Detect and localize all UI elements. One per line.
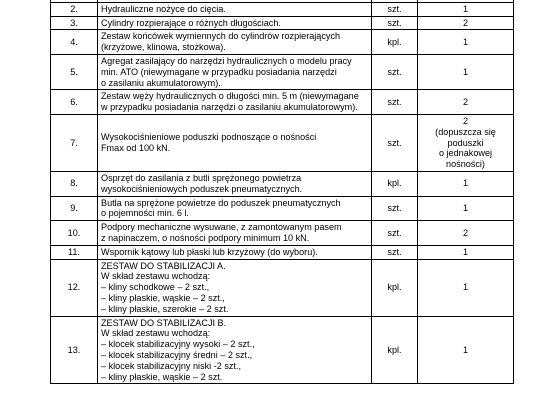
- quantity-line: 1: [462, 178, 469, 189]
- unit: kpl.: [372, 30, 418, 55]
- quantity: [418, 196, 514, 221]
- row-number: 10.: [51, 221, 98, 246]
- quantity: [418, 114, 514, 171]
- item-description: [98, 245, 372, 259]
- description-line: o zasilaniu akumulatorowym).: [101, 77, 221, 88]
- description-line: ZESTAW DO STABILIZACJI B.: [101, 317, 227, 328]
- item-description: [98, 54, 372, 89]
- quantity: [418, 316, 514, 384]
- quantity-line: 2: [462, 96, 469, 107]
- quantity: [418, 171, 514, 196]
- table-row: [51, 30, 514, 55]
- unit: szt.: [372, 2, 418, 16]
- quantity-line: 1: [462, 3, 469, 14]
- quantity: [418, 30, 514, 55]
- quantity: [418, 259, 514, 316]
- row-number: 13.: [51, 316, 98, 384]
- description-line: Podpory mechaniczne wysuwane, z zamontowanym pasem: [101, 222, 342, 233]
- description-line: wysokociśnieniowych poduszek pneumatycznych.: [101, 183, 303, 194]
- item-description: [98, 221, 372, 246]
- description-line: – klocek stabilizacyjny wysoki – 2 szt.,: [101, 339, 255, 350]
- quantity-line: (dopuszcza się: [435, 126, 496, 137]
- quantity: [418, 2, 514, 16]
- table-row: [51, 114, 514, 171]
- quantity-line: 1: [462, 282, 469, 293]
- description-line: Zestaw końcówek wymiennych do cylindrów rozpierających: [101, 31, 341, 42]
- equipment-table: [50, 0, 514, 384]
- table-row: [51, 90, 514, 115]
- row-number: 8.: [51, 171, 98, 196]
- description-line: – klocek stabilizacyjny średni – 2 szt.,: [101, 349, 253, 360]
- description-line: W skład zestawu wchodzą:: [101, 328, 211, 339]
- row-number: 12.: [51, 259, 98, 316]
- description-line: W skład zestawu wchodzą:: [101, 271, 211, 282]
- quantity-line: 2: [462, 17, 469, 28]
- description-line: – kliny płaskie, wąskie – 2 szt.,: [101, 292, 225, 303]
- table-row: [51, 316, 514, 384]
- description-line: – kliny schodkowe – 2 szt.,: [101, 282, 210, 293]
- quantity: [418, 245, 514, 259]
- unit: kpl.: [372, 259, 418, 316]
- quantity: [418, 90, 514, 115]
- row-number: 9.: [51, 196, 98, 221]
- unit: szt.: [372, 245, 418, 259]
- unit: kpl.: [372, 171, 418, 196]
- quantity-line: 1: [462, 246, 469, 257]
- description-line: ZESTAW DO STABILIZACJI A.: [101, 260, 226, 271]
- unit: szt.: [372, 90, 418, 115]
- row-number: 6.: [51, 90, 98, 115]
- quantity-line: nośności): [446, 159, 485, 170]
- quantity-line: o jednakowej: [438, 148, 493, 159]
- item-description: [98, 196, 372, 221]
- quantity-line: poduszki: [447, 137, 484, 148]
- description-line: Wspornik kątowy lub płaski lub krzyżowy (do wyboru).: [101, 246, 318, 257]
- row-number: 5.: [51, 54, 98, 89]
- item-description: [98, 30, 372, 55]
- description-line: – kliny płaskie, wąskie – 2 szt.: [101, 371, 223, 382]
- quantity: [418, 16, 514, 30]
- description-line: w przypadku posiadania narzędzi o zasilaniu akumulatorowym).: [101, 102, 358, 113]
- row-number: 7.: [51, 114, 98, 171]
- description-line: Agregat zasilający do narzędzi hydraulicznych o modelu pracy: [101, 55, 352, 66]
- description-line: Butla na sprężone powietrze do poduszek pneumatycznych: [101, 197, 341, 208]
- unit: szt.: [372, 54, 418, 89]
- item-description: [98, 259, 372, 316]
- table-row: [51, 196, 514, 221]
- table-row: [51, 245, 514, 259]
- item-description: [98, 16, 372, 30]
- item-description: [98, 90, 372, 115]
- row-number: 3.: [51, 16, 98, 30]
- description-line: [101, 0, 368, 1]
- table-row: [51, 16, 514, 30]
- item-description: [98, 171, 372, 196]
- unit: szt.: [372, 196, 418, 221]
- description-line: (krzyżowe, klinowa, stożkowa).: [101, 42, 226, 53]
- description-line: – klocek stabilizacyjny niski -2 szt.,: [101, 360, 241, 371]
- description-line: Zestaw węży hydraulicznych o długości min. 5 m (niewymagane: [101, 91, 359, 102]
- quantity-line: 2: [462, 227, 469, 238]
- quantity-line: 1: [462, 202, 469, 213]
- unit: szt.: [372, 221, 418, 246]
- unit: szt.: [372, 16, 418, 30]
- description-line: Hydrauliczne nożyce do cięcia.: [101, 3, 226, 14]
- equipment-table-body: [51, 0, 514, 384]
- quantity: [418, 54, 514, 89]
- description-line: Cylindry rozpierające o różnych długościach.: [101, 17, 281, 28]
- unit: kpl.: [372, 316, 418, 384]
- row-number: 11.: [51, 245, 98, 259]
- quantity-line: 1: [462, 36, 469, 47]
- item-description: [98, 114, 372, 171]
- item-description: [98, 2, 372, 16]
- quantity-line: 2: [462, 115, 469, 126]
- row-number: 2.: [51, 2, 98, 16]
- description-line: Wysokociśnieniowe poduszki podnoszące o nośności: [101, 132, 317, 143]
- quantity-line: 1: [462, 66, 469, 77]
- table-row: [51, 221, 514, 246]
- table-row: [51, 259, 514, 316]
- table-row: [51, 54, 514, 89]
- description-line: – kliny płaskie, szerokie – 2 szt.: [101, 303, 229, 314]
- item-description: [98, 316, 372, 384]
- quantity: [418, 221, 514, 246]
- row-number: 4.: [51, 30, 98, 55]
- unit: szt.: [372, 114, 418, 171]
- quantity-line: 1: [462, 344, 469, 355]
- table-row: [51, 171, 514, 196]
- description-line: z napinaczem, o nośności podpory minimum 10 kN.: [101, 232, 310, 243]
- description-line: Fmax od 100 kN.: [101, 142, 171, 153]
- description-line: min. ATO (niewymagane w przypadku posiadania narzędzi: [101, 66, 337, 77]
- table-row: [51, 2, 514, 16]
- description-line: Osprzęt do zasilania z butli sprężonego powietrza: [101, 172, 302, 183]
- description-line: o pojemności min. 6 l.: [101, 208, 189, 219]
